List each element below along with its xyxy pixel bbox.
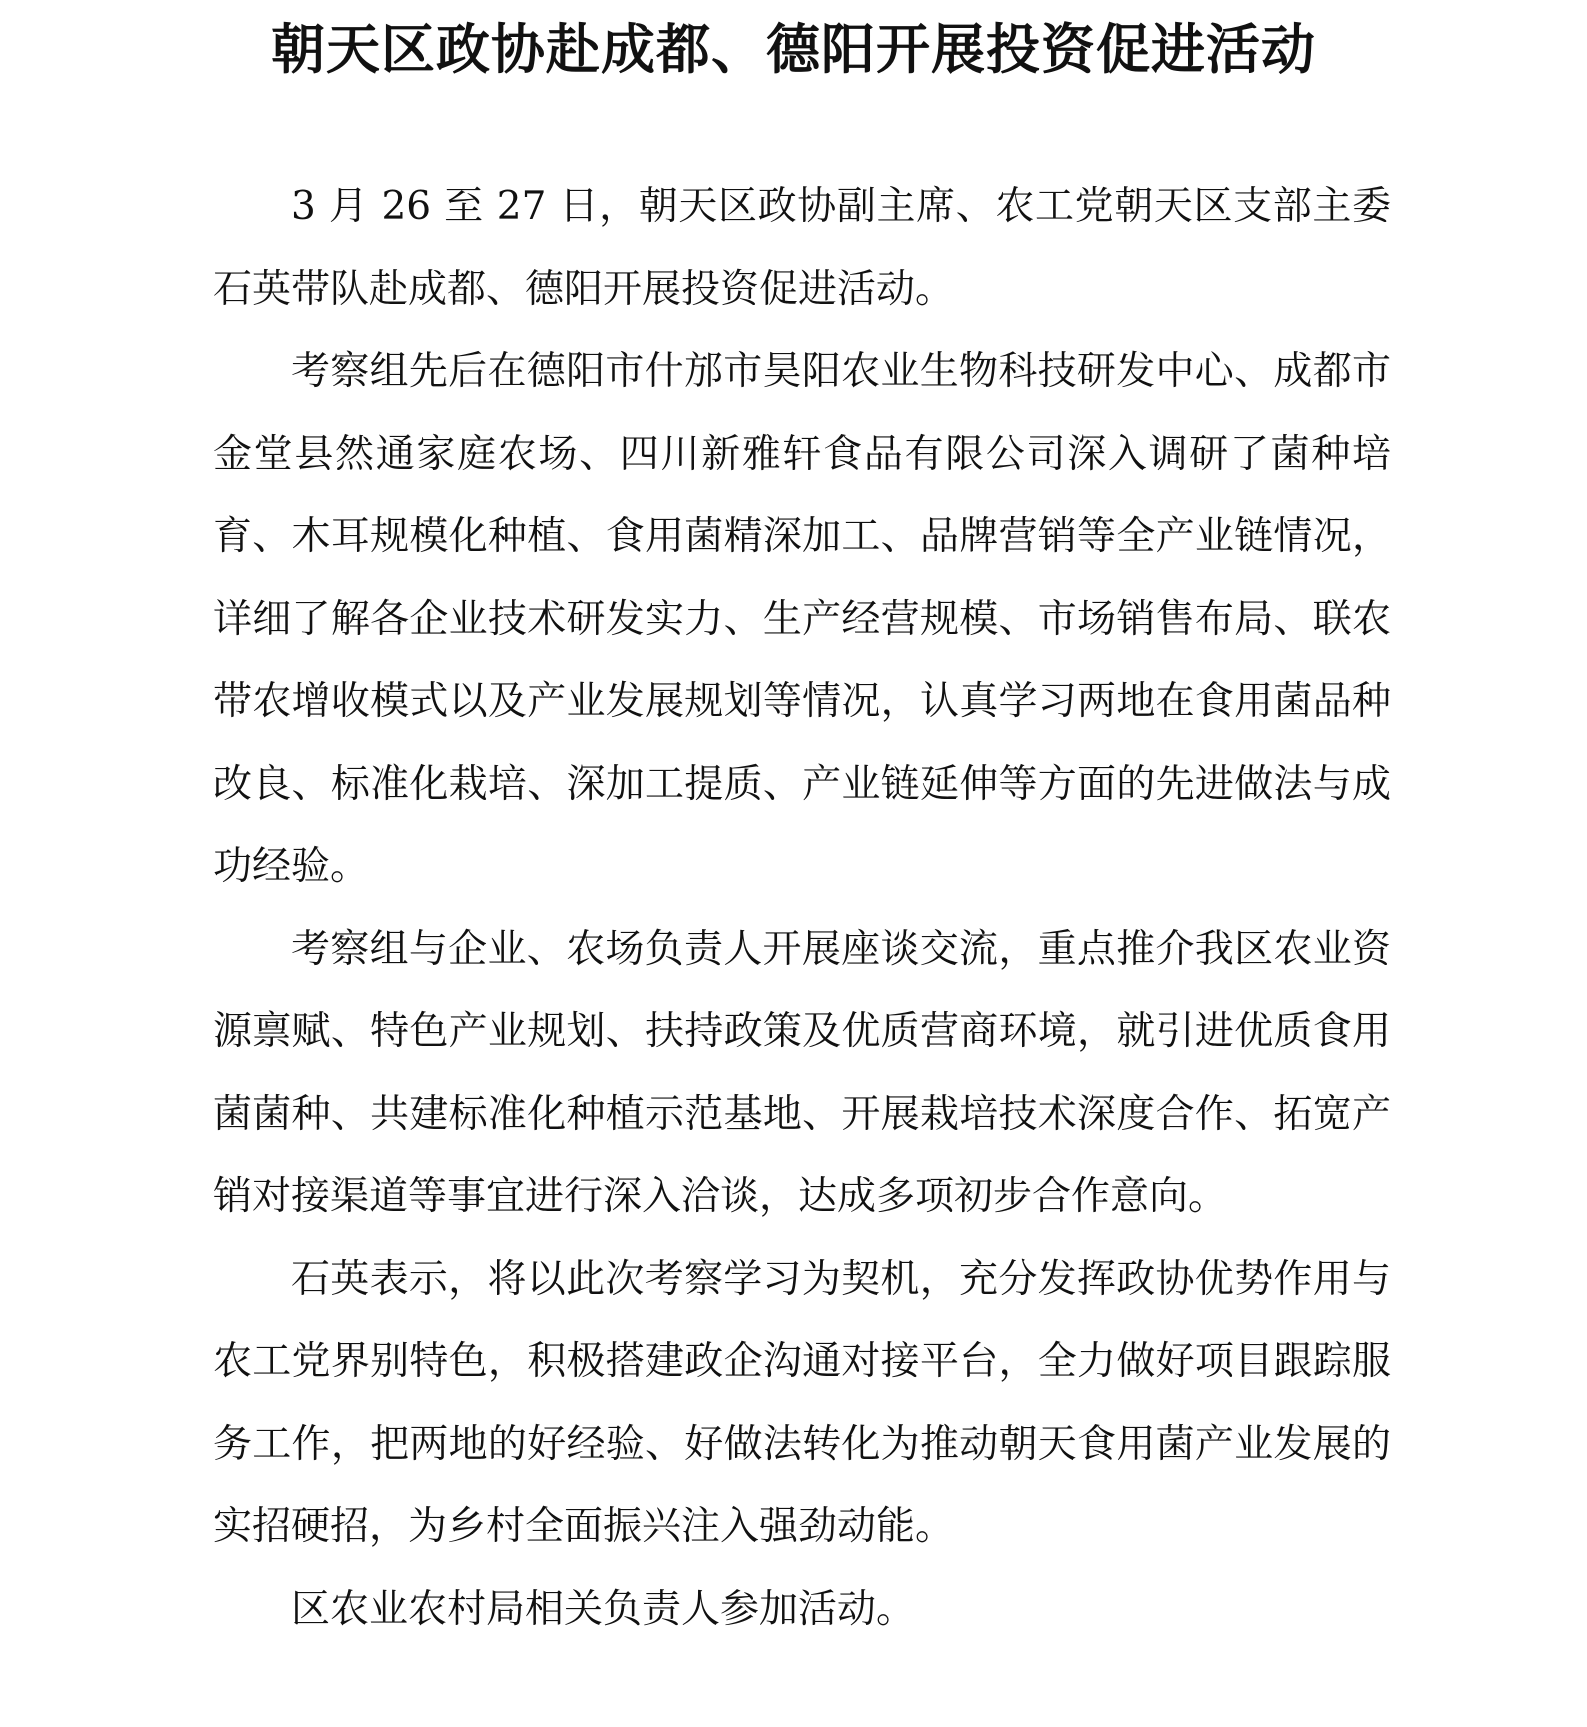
paragraph-discussion: 考察组与企业、农场负责人开展座谈交流，重点推介我区农业资源禀赋、特色产业规划、扶持政策及优质营商环境，就引进优质食用菌菌种、共建标准化种植示范基地、开展栽培技术深度合作、拓宽产销对接渠道等事宜进行深入洽谈，达成多项初步合作意向。 (213, 926, 1391, 1219)
paragraph-attendees: 区农业农村局相关负责人参加活动。 (291, 1586, 916, 1632)
paragraph-intro: 3 月 26 至 27 日，朝天区政协副主席、农工党朝天区支部主委石英带队赴成都、德阳开展投资促进活动。 (213, 184, 1391, 312)
paragraph-investigation: 考察组先后在德阳市什邡市昊阳农业生物科技研发中心、成都市金堂县然通家庭农场、四川新雅轩食品有限公司深入调研了菌种培育、木耳规模化种植、食用菌精深加工、品牌营销等全产业链情况，详细了解各企业技术研发实力、生产经营规模、市场销售布局、联农带农增收模式以及产业发展规划等情况，认真学习两地在食用菌品种改良、标准化栽培、深加工提质、产业链延伸等方面的先进做法与成功经验。 (213, 349, 1391, 889)
document-body (213, 166, 1391, 1651)
document-title: 朝天区政协赴成都、德阳开展投资促进活动 (271, 17, 1316, 81)
paragraph-statement: 石英表示，将以此次考察学习为契机，充分发挥政协优势作用与农工党界别特色，积极搭建政企沟通对接平台，全力做好项目跟踪服务工作，把两地的好经验、好做法转化为推动朝天食用菌产业发展的实招硬招，为乡村全面振兴注入强劲动能。 (213, 1256, 1391, 1549)
